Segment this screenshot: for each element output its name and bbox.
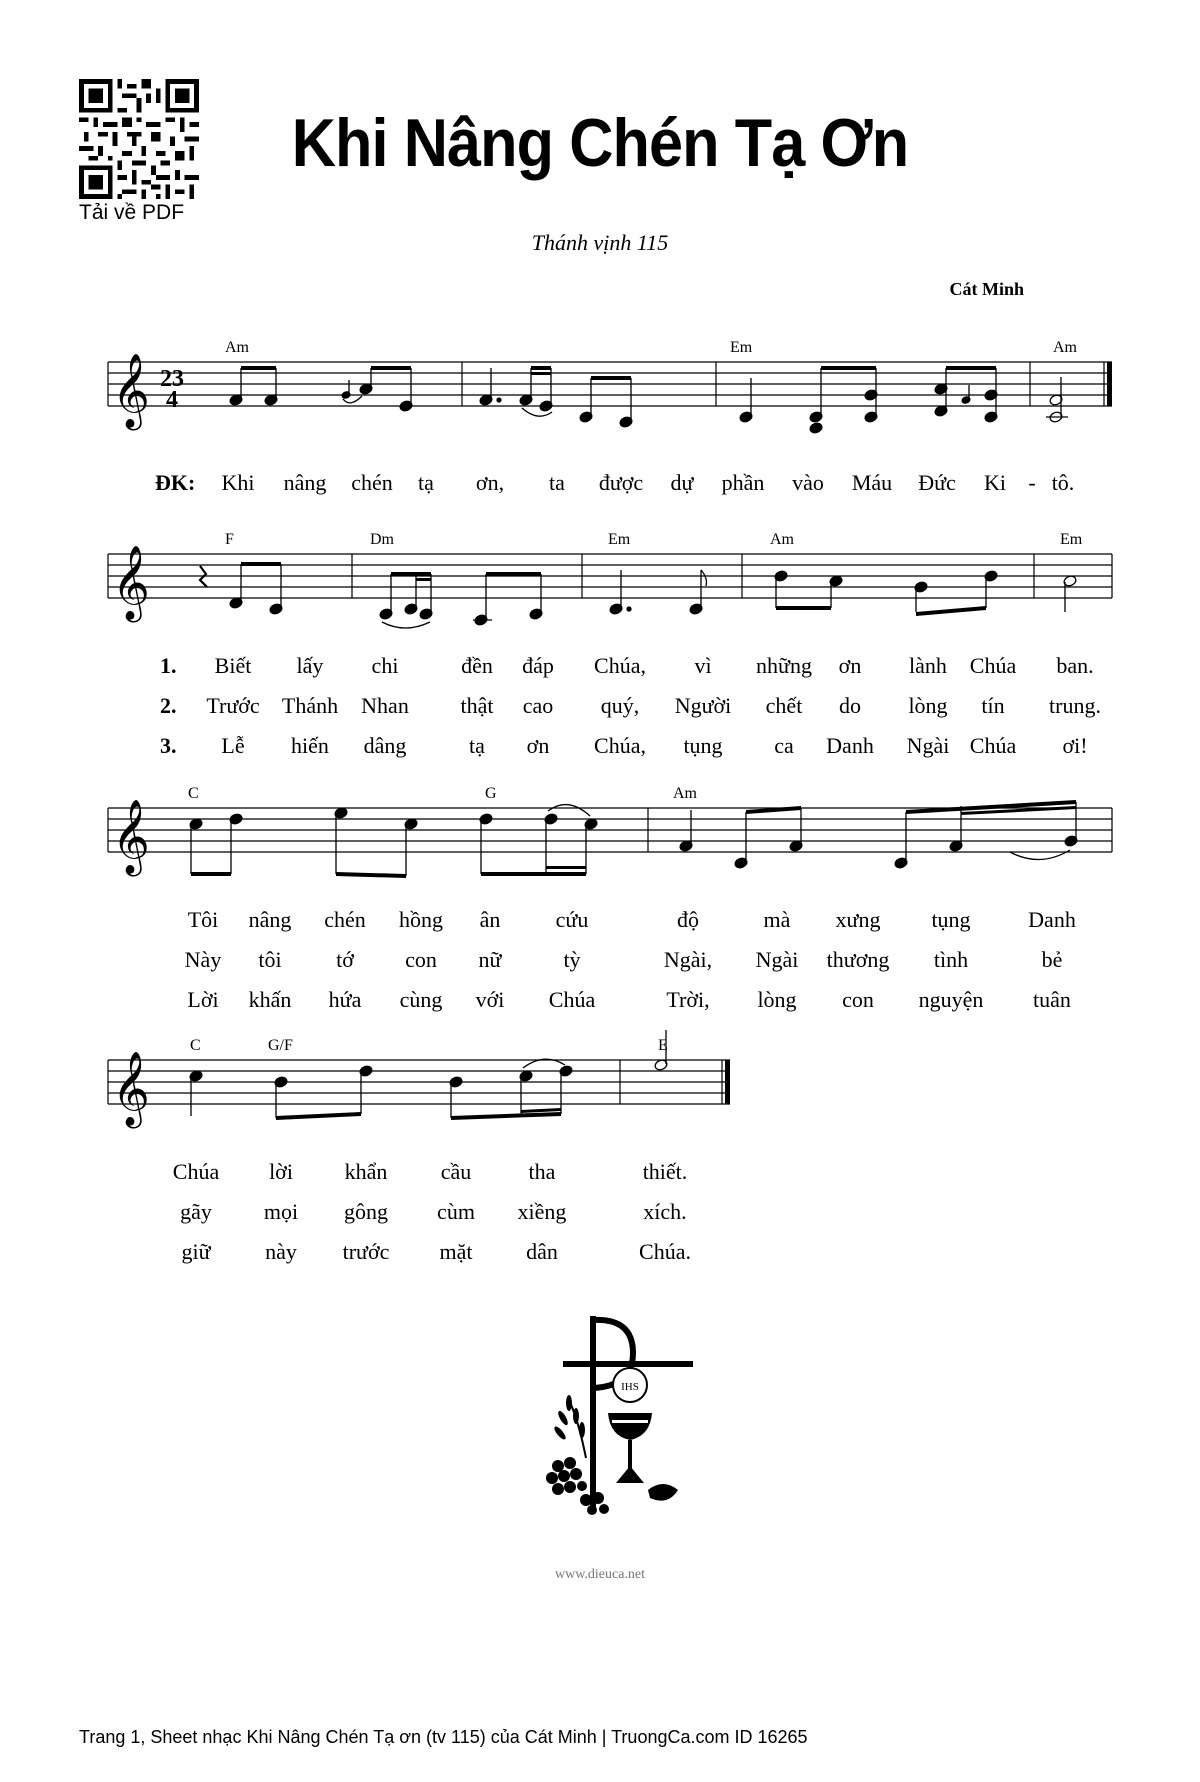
lyric-syllable: Danh	[1028, 907, 1076, 932]
lyric-syllable: ơn	[526, 733, 550, 758]
chord-label: Em	[1060, 531, 1083, 548]
lyric-syllable: Trước	[206, 693, 260, 718]
chord-label: G/F	[268, 1037, 293, 1054]
download-pdf-link[interactable]: Tải về PDF	[79, 201, 185, 224]
lyric-syllable: vì	[694, 653, 712, 678]
lyric-syllable: chi	[371, 653, 399, 678]
lyric-syllable: phần	[721, 470, 765, 495]
lyric-syllable: với	[475, 987, 505, 1012]
lyric-syllable: lành	[909, 653, 947, 678]
chord-label: C	[188, 785, 199, 802]
lyric-syllable: ơn	[838, 653, 862, 678]
lyric-syllable: ca	[774, 733, 794, 758]
lyric-syllable: Trời,	[666, 987, 710, 1012]
chord-label: Am	[225, 339, 249, 356]
lyric-syllable: ơi!	[1062, 733, 1088, 758]
lyric-syllable: hiến	[291, 733, 329, 758]
chord-label: E	[658, 1037, 668, 1054]
lyric-syllable: trước	[342, 1239, 390, 1264]
svg-text:IHS: IHS	[621, 1381, 639, 1393]
treble-clef-icon: 𝄞	[112, 800, 150, 874]
lyric-syllable: Chúa,	[594, 653, 646, 678]
chord-label: Am	[1053, 339, 1077, 356]
lyric-syllable: Ki	[984, 470, 1006, 495]
lyric-syllable: chết	[765, 693, 803, 718]
lyric-syllable: giữ	[181, 1239, 211, 1264]
lyric-syllable: tạ	[469, 733, 485, 758]
treble-clef-icon: 𝄞	[112, 1052, 150, 1126]
lyric-syllable: ân	[479, 907, 501, 932]
lyric-syllable: -	[1028, 470, 1036, 495]
lyric-syllable: Lễ	[221, 733, 245, 758]
composer: Cát Minh	[949, 279, 1024, 299]
staff-system-2	[0, 524, 1200, 639]
lyric-syllable: cùng	[399, 987, 443, 1012]
verse-number: 2.	[160, 693, 177, 718]
lyric-syllable: Danh	[826, 733, 874, 758]
chord-label: Em	[608, 531, 631, 548]
lyric-syllable: vào	[792, 470, 824, 495]
chord-label: Am	[673, 785, 697, 802]
lyric-syllable: nữ	[478, 947, 502, 972]
lyric-syllable: Máu	[851, 470, 893, 495]
lyric-syllable: cùm	[437, 1199, 475, 1224]
lyric-syllable: gãy	[180, 1199, 212, 1224]
lyric-syllable: dâng	[363, 733, 407, 758]
lyric-syllable: Biết	[214, 653, 252, 678]
lyric-syllable: Chúa	[969, 733, 1017, 758]
lyric-syllable: trung.	[1049, 693, 1101, 718]
lyric-syllable: cao	[522, 693, 554, 718]
lyric-syllable: độ	[677, 907, 699, 932]
lyric-syllable: Đức	[918, 470, 956, 495]
lyric-syllable: đền	[461, 653, 493, 678]
lyric-syllable: khẩn	[344, 1159, 388, 1184]
lyric-syllable: dự	[670, 470, 694, 495]
chi-rho-chalice-logo	[538, 1308, 698, 1518]
svg-text:3: 3	[172, 366, 184, 392]
lyric-syllable: gông	[344, 1199, 388, 1224]
lyric-syllable: thật	[460, 693, 494, 718]
lyric-syllable: nâng	[248, 907, 292, 932]
lyric-syllable: hồng	[399, 907, 443, 932]
lyric-syllable: Chúa	[172, 1159, 220, 1184]
lyric-syllable: tớ	[336, 947, 354, 972]
lyric-syllable: thiết.	[642, 1159, 688, 1184]
lyric-syllable: mặt	[439, 1239, 473, 1264]
chord-label: Dm	[370, 531, 394, 548]
chord-label: F	[225, 531, 234, 548]
lyric-syllable: được	[598, 470, 644, 495]
lyric-syllable: tình	[933, 947, 969, 972]
treble-clef-icon: 𝄞	[112, 546, 150, 620]
lyric-syllable: bẻ	[1041, 947, 1063, 972]
lyric-syllable: Chúa	[969, 653, 1017, 678]
lyric-syllable: tụng	[931, 907, 971, 932]
lyric-syllable: mà	[763, 907, 791, 932]
svg-text:4: 4	[166, 387, 178, 413]
lyric-syllable: Lời	[187, 987, 219, 1012]
refrain-label: ĐK:	[155, 470, 196, 495]
lyric-syllable: khấn	[248, 987, 292, 1012]
lyric-syllable: Này	[184, 947, 222, 972]
lyric-syllable: Chúa,	[594, 733, 646, 758]
lyric-syllable: hứa	[328, 987, 362, 1012]
chord-label: C	[190, 1037, 201, 1054]
lyric-syllable: Thánh	[281, 693, 339, 718]
chord-label: Em	[730, 339, 753, 356]
svg-text:2: 2	[160, 366, 172, 392]
lyric-syllable: xiềng	[517, 1199, 567, 1224]
lyric-syllable: cứu	[555, 907, 589, 932]
lyric-syllable: lòng	[757, 987, 797, 1012]
lyric-syllable: tạ	[418, 470, 434, 495]
lyric-syllable: Ngài,	[663, 947, 713, 972]
lyric-syllable: những	[756, 653, 812, 678]
lyric-syllable: cầu	[440, 1159, 472, 1184]
lyric-syllable: tín	[981, 693, 1005, 718]
song-subtitle: Thánh vịnh 115	[531, 230, 669, 255]
lyric-syllable: này	[265, 1239, 297, 1264]
lyric-syllable: quý,	[600, 693, 640, 718]
lyric-syllable: chén	[324, 907, 366, 932]
staff-system-4	[0, 1030, 1200, 1145]
lyric-syllable: Ngài	[906, 733, 950, 758]
lyric-syllable: Ngài	[755, 947, 799, 972]
verse-number: 1.	[160, 653, 177, 678]
lyric-syllable: Nhan	[361, 693, 409, 718]
lyric-syllable: con	[405, 947, 437, 972]
lyric-syllable: Người	[674, 693, 732, 718]
chord-label: Am	[770, 531, 794, 548]
lyric-syllable: dân	[526, 1239, 558, 1264]
lyric-syllable: đáp	[522, 653, 554, 678]
lyric-syllable: Khi	[221, 470, 255, 495]
lyric-syllable: tuân	[1033, 987, 1071, 1012]
lyric-syllable: do	[839, 693, 861, 718]
lyric-syllable: mọi	[263, 1199, 299, 1224]
lyric-syllable: nâng	[283, 470, 327, 495]
lyric-syllable: nguyện	[918, 987, 984, 1012]
page-footer: Trang 1, Sheet nhạc Khi Nâng Chén Tạ ơn (tv 115) của Cát Minh | TruongCa.com ID 16265	[79, 1727, 808, 1747]
lyric-syllable: ban.	[1056, 653, 1094, 678]
lyric-syllable: ta	[549, 470, 565, 495]
website-watermark: www.dieuca.net	[554, 1567, 646, 1582]
lyric-syllable: tôi	[258, 947, 282, 972]
lyric-syllable: lời	[269, 1159, 293, 1184]
lyric-syllable: thương	[826, 947, 890, 972]
lyric-syllable: xưng	[835, 907, 881, 932]
lyric-syllable: tha	[528, 1159, 556, 1184]
lyric-syllable: Chúa.	[639, 1239, 691, 1264]
verse-number: 3.	[160, 733, 177, 758]
staff-system-1	[0, 332, 1200, 447]
lyric-syllable: tô.	[1051, 470, 1075, 495]
lyric-syllable: tỳ	[563, 947, 581, 972]
lyric-syllable: lòng	[908, 693, 948, 718]
lyric-syllable: Chúa	[548, 987, 596, 1012]
lyric-syllable: ơn,	[475, 470, 505, 495]
lyric-syllable: chén	[351, 470, 393, 495]
lyric-syllable: lấy	[296, 653, 324, 678]
treble-clef-icon: 𝄞	[112, 354, 150, 428]
chord-label: G	[485, 785, 497, 802]
lyric-syllable: con	[842, 987, 874, 1012]
staff-system-3	[0, 778, 1200, 893]
lyric-syllable: xích.	[643, 1199, 687, 1224]
lyric-syllable: Tôi	[187, 907, 219, 932]
song-title: Khi Nâng Chén Tạ Ơn	[291, 105, 909, 181]
lyric-syllable: tụng	[683, 733, 723, 758]
